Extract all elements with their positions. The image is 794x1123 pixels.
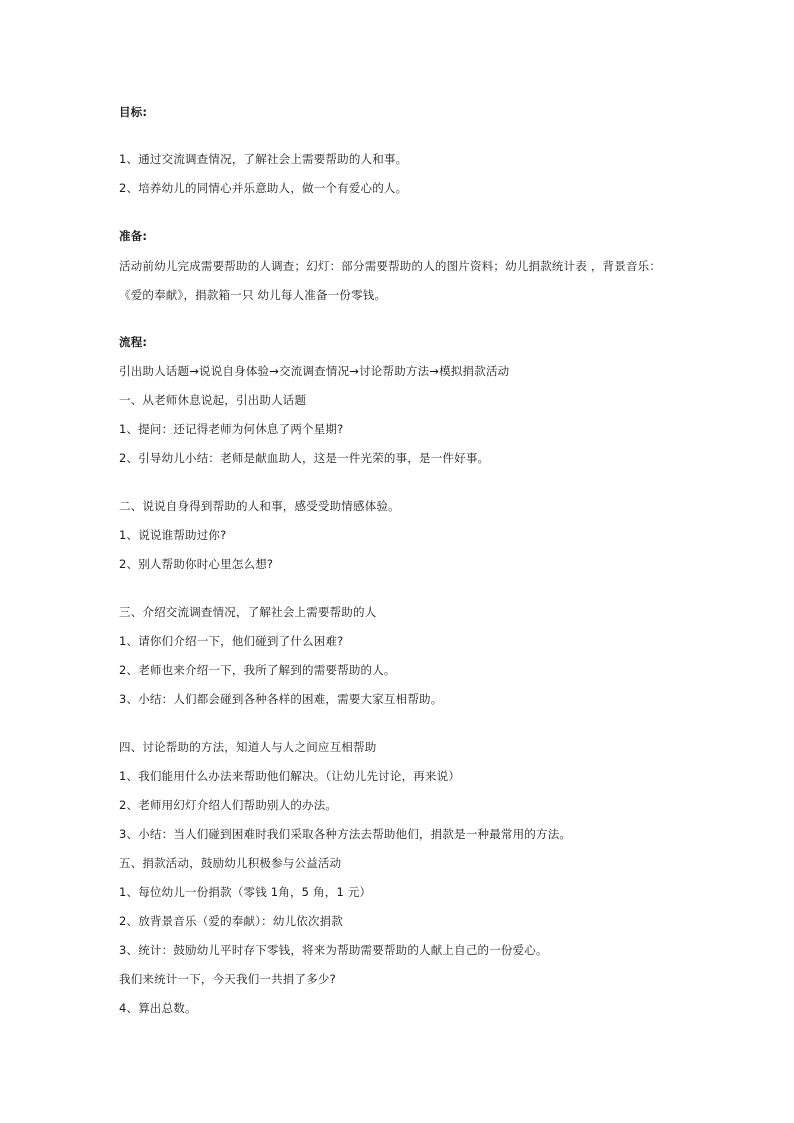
- part5-item-4: 我们来统计一下，今天我们一共捐了多少?: [119, 972, 336, 986]
- part1-title: 一、从老师休息说起，引出助人话题: [119, 393, 307, 407]
- part5-item-5: 4、算出总数。: [119, 1001, 197, 1015]
- part3-item-2: 2、老师也来介绍一下，我所了解到的需要帮助的人。: [119, 663, 396, 677]
- process-heading: 流程:: [119, 335, 148, 349]
- goal-item-2: 2、培养幼儿的同情心并乐意助人，做一个有爱心的人。: [119, 181, 408, 195]
- part3-item-3: 3、小结：人们都会碰到各种各样的困难，需要大家互相帮助。: [119, 692, 443, 706]
- part5-item-2: 2、放背景音乐（爱的奉献）：幼儿依次捐款: [119, 914, 344, 928]
- prep-line-1: 活动前幼儿完成需要帮助的人调查；幻灯：部分需要帮助的人的图片资料；幼儿捐款统计表 ，背景音乐：: [119, 259, 662, 273]
- part3-title: 三、介绍交流调查情况，了解社会上需要帮助的人: [119, 605, 377, 619]
- part3-item-1: 1、请你们介绍一下，他们碰到了什么困难?: [119, 634, 344, 648]
- part5-item-1: 1、每位幼儿一份捐款（零钱 1角，5 角，1 元）: [119, 885, 372, 899]
- prep-line-2: 《爱的奉献》，捐款箱一只 幼儿每人准备一份零钱。: [119, 288, 387, 302]
- part5-item-3: 3、统计：鼓励幼儿平时存下零钱，将来为帮助需要帮助的人献上自己的一份爱心。: [119, 943, 548, 957]
- part1-item-1: 1、提问：还记得老师为何休息了两个星期?: [119, 422, 344, 436]
- prep-heading: 准备:: [119, 229, 148, 243]
- part4-item-3: 3、小结：当人们碰到困难时我们采取各种方法去帮助他们，捐款是一种最常用的方法。: [119, 827, 572, 841]
- goal-item-1: 1、通过交流调查情况，了解社会上需要帮助的人和事。: [119, 152, 408, 166]
- process-flow: 引出助人话题→说说自身体验→交流调查情况→讨论帮助方法→模拟捐款活动: [119, 364, 510, 378]
- part2-title: 二、说说自身得到帮助的人和事，感受受助情感体验。: [119, 499, 400, 513]
- part5-title: 五、捐款活动，鼓励幼儿积极参与公益活动: [119, 856, 342, 870]
- part1-item-2: 2、引导幼儿小结：老师是献血助人，这是一件光荣的事，是一件好事。: [119, 451, 490, 465]
- part2-item-2: 2、别人帮助你时心里怎么想?: [119, 557, 274, 571]
- part4-title: 四、讨论帮助的方法，知道人与人之间应互相帮助: [119, 740, 377, 754]
- part2-item-1: 1、说说谁帮助过你?: [119, 528, 227, 542]
- part4-item-2: 2、老师用幻灯介绍人们帮助别人的办法。: [119, 798, 338, 812]
- part4-item-1: 1、我们能用什么办法来帮助他们解决。（让幼儿先讨论，再来说）: [119, 769, 461, 783]
- goal-heading: 目标:: [119, 105, 148, 119]
